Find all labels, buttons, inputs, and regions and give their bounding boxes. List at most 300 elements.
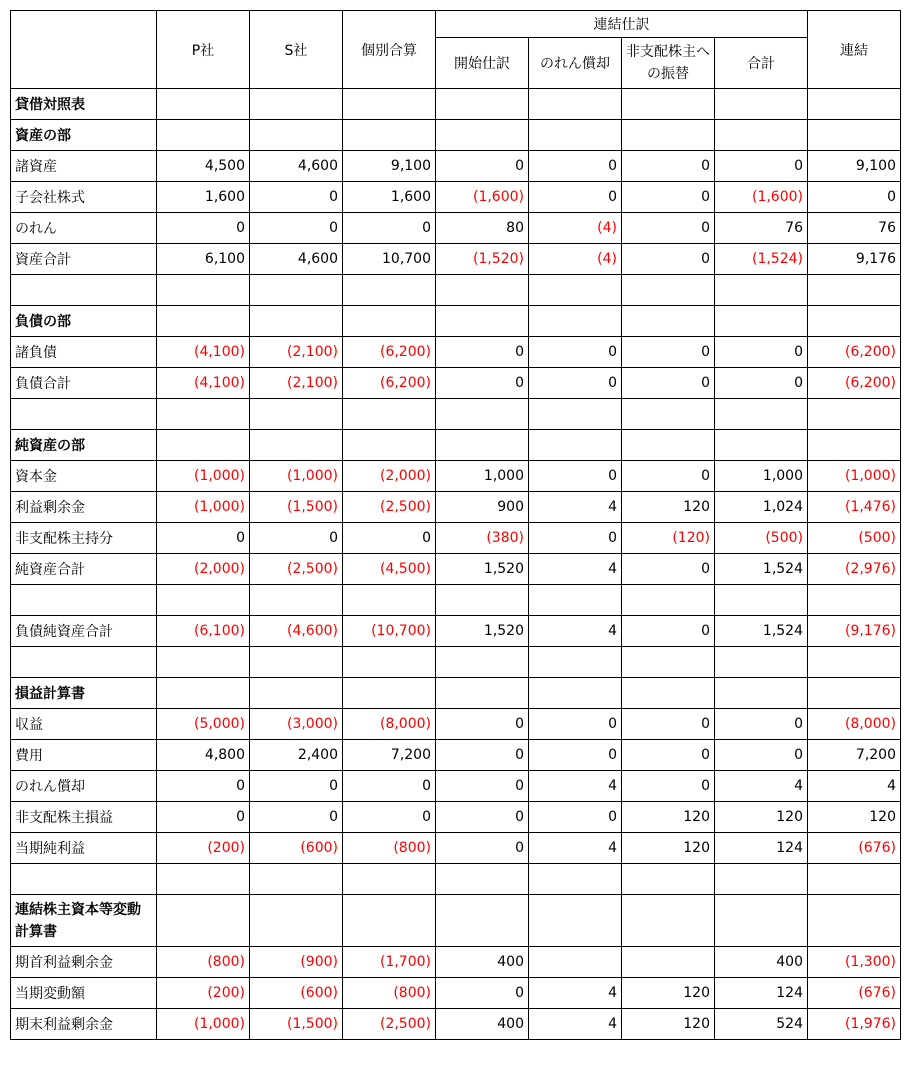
consolidation-worksheet bbox=[10, 10, 901, 1040]
value-cell: 120 bbox=[715, 802, 808, 833]
empty-cell bbox=[250, 399, 343, 430]
table-row bbox=[11, 554, 901, 585]
empty-cell bbox=[808, 864, 901, 895]
empty-cell bbox=[11, 275, 157, 306]
empty-cell bbox=[529, 585, 622, 616]
empty-cell bbox=[157, 89, 250, 120]
value-cell: 0 bbox=[250, 213, 343, 244]
value-cell: 4 bbox=[529, 1009, 622, 1040]
value-cell: (8,000) bbox=[343, 709, 436, 740]
value-cell: (900) bbox=[250, 947, 343, 978]
empty-cell bbox=[250, 430, 343, 461]
table-row bbox=[11, 151, 901, 182]
row-label: 収益 bbox=[11, 709, 157, 740]
value-cell: (2,100) bbox=[250, 368, 343, 399]
value-cell: (800) bbox=[157, 947, 250, 978]
value-cell: (4,100) bbox=[157, 337, 250, 368]
section-heading: 連結株主資本等変動計算書 bbox=[11, 895, 157, 947]
empty-cell bbox=[436, 647, 529, 678]
empty-cell bbox=[715, 275, 808, 306]
empty-cell bbox=[529, 864, 622, 895]
empty-cell bbox=[250, 647, 343, 678]
row-label: 負債純資産合計 bbox=[11, 616, 157, 647]
value-cell: (1,000) bbox=[157, 1009, 250, 1040]
value-cell: (1,000) bbox=[808, 461, 901, 492]
value-cell: (2,100) bbox=[250, 337, 343, 368]
row-label: のれん償却 bbox=[11, 771, 157, 802]
table-row bbox=[11, 337, 901, 368]
section-heading: 純資産の部 bbox=[11, 430, 157, 461]
value-cell: (9,176) bbox=[808, 616, 901, 647]
value-cell: 0 bbox=[436, 368, 529, 399]
table-row bbox=[11, 182, 901, 213]
value-cell: (4) bbox=[529, 213, 622, 244]
value-cell: 1,000 bbox=[436, 461, 529, 492]
value-cell: (4,500) bbox=[343, 554, 436, 585]
table-row bbox=[11, 947, 901, 978]
row-label: 純資産合計 bbox=[11, 554, 157, 585]
value-cell: (2,500) bbox=[343, 492, 436, 523]
value-cell bbox=[622, 947, 715, 978]
empty-cell bbox=[343, 585, 436, 616]
worksheet-body bbox=[11, 89, 901, 1040]
value-cell: 4 bbox=[529, 978, 622, 1009]
empty-cell bbox=[808, 895, 901, 947]
value-cell: 4 bbox=[715, 771, 808, 802]
section-heading: 負債の部 bbox=[11, 306, 157, 337]
value-cell: 0 bbox=[622, 244, 715, 275]
value-cell: 0 bbox=[622, 709, 715, 740]
value-cell: 1,520 bbox=[436, 616, 529, 647]
value-cell: 0 bbox=[343, 802, 436, 833]
empty-cell bbox=[622, 120, 715, 151]
value-cell: 4 bbox=[529, 833, 622, 864]
value-cell: 0 bbox=[436, 978, 529, 1009]
value-cell: 0 bbox=[529, 740, 622, 771]
empty-cell bbox=[715, 678, 808, 709]
header-goodwill-amortization: のれん償却 bbox=[529, 38, 622, 89]
value-cell: (2,500) bbox=[250, 554, 343, 585]
section-heading: 貸借対照表 bbox=[11, 89, 157, 120]
value-cell: (1,976) bbox=[808, 1009, 901, 1040]
table-row bbox=[11, 523, 901, 554]
empty-cell bbox=[250, 120, 343, 151]
value-cell: 0 bbox=[622, 461, 715, 492]
value-cell: 0 bbox=[622, 554, 715, 585]
row-label: 期末利益剰余金 bbox=[11, 1009, 157, 1040]
empty-cell bbox=[343, 306, 436, 337]
value-cell: (3,000) bbox=[250, 709, 343, 740]
empty-cell bbox=[157, 647, 250, 678]
value-cell: 0 bbox=[343, 523, 436, 554]
value-cell: 120 bbox=[622, 978, 715, 1009]
value-cell: (1,500) bbox=[250, 1009, 343, 1040]
value-cell: 0 bbox=[436, 740, 529, 771]
empty-cell bbox=[343, 399, 436, 430]
value-cell: 900 bbox=[436, 492, 529, 523]
empty-cell bbox=[808, 585, 901, 616]
row-label: のれん bbox=[11, 213, 157, 244]
value-cell: 0 bbox=[529, 151, 622, 182]
value-cell: (1,000) bbox=[157, 461, 250, 492]
blank-row bbox=[11, 585, 901, 616]
empty-cell bbox=[715, 306, 808, 337]
value-cell: 6,100 bbox=[157, 244, 250, 275]
value-cell: (1,600) bbox=[715, 182, 808, 213]
empty-cell bbox=[157, 864, 250, 895]
row-label: 諸資産 bbox=[11, 151, 157, 182]
value-cell: 4 bbox=[808, 771, 901, 802]
value-cell: 0 bbox=[529, 461, 622, 492]
value-cell: 0 bbox=[436, 337, 529, 368]
value-cell: 9,100 bbox=[808, 151, 901, 182]
row-label: 負債合計 bbox=[11, 368, 157, 399]
empty-cell bbox=[436, 430, 529, 461]
value-cell: 0 bbox=[436, 709, 529, 740]
row-label: 非支配株主持分 bbox=[11, 523, 157, 554]
value-cell: 2,400 bbox=[250, 740, 343, 771]
value-cell: (6,200) bbox=[808, 337, 901, 368]
value-cell: 4 bbox=[529, 771, 622, 802]
row-label: 資産合計 bbox=[11, 244, 157, 275]
empty-cell bbox=[157, 399, 250, 430]
table-row bbox=[11, 771, 901, 802]
row-label: 非支配株主損益 bbox=[11, 802, 157, 833]
value-cell: (2,000) bbox=[343, 461, 436, 492]
value-cell: 1,600 bbox=[343, 182, 436, 213]
value-cell: 0 bbox=[529, 368, 622, 399]
empty-cell bbox=[529, 678, 622, 709]
row-label: 利益剰余金 bbox=[11, 492, 157, 523]
row-label: 当期純利益 bbox=[11, 833, 157, 864]
value-cell: (120) bbox=[622, 523, 715, 554]
table-row bbox=[11, 709, 901, 740]
value-cell: 400 bbox=[436, 947, 529, 978]
value-cell: 7,200 bbox=[808, 740, 901, 771]
header-blank-cell bbox=[11, 11, 157, 89]
header-consolidation-entries: 連結仕訳 bbox=[436, 11, 808, 38]
empty-cell bbox=[808, 647, 901, 678]
value-cell: 0 bbox=[622, 771, 715, 802]
value-cell: 0 bbox=[343, 771, 436, 802]
table-row bbox=[11, 213, 901, 244]
value-cell: (800) bbox=[343, 978, 436, 1009]
value-cell: (6,200) bbox=[343, 337, 436, 368]
value-cell: (10,700) bbox=[343, 616, 436, 647]
value-cell: 400 bbox=[436, 1009, 529, 1040]
empty-cell bbox=[436, 275, 529, 306]
value-cell: (1,524) bbox=[715, 244, 808, 275]
value-cell: 0 bbox=[157, 213, 250, 244]
header-individual-total: 個別合算 bbox=[343, 11, 436, 89]
value-cell: 0 bbox=[622, 616, 715, 647]
empty-cell bbox=[343, 678, 436, 709]
row-label: 費用 bbox=[11, 740, 157, 771]
value-cell: 0 bbox=[715, 337, 808, 368]
empty-cell bbox=[622, 864, 715, 895]
empty-cell bbox=[808, 275, 901, 306]
row-label: 当期変動額 bbox=[11, 978, 157, 1009]
empty-cell bbox=[529, 895, 622, 947]
value-cell: 9,100 bbox=[343, 151, 436, 182]
value-cell: (2,976) bbox=[808, 554, 901, 585]
value-cell: 4 bbox=[529, 616, 622, 647]
empty-cell bbox=[529, 399, 622, 430]
value-cell: 120 bbox=[808, 802, 901, 833]
empty-cell bbox=[343, 275, 436, 306]
empty-cell bbox=[808, 678, 901, 709]
value-cell bbox=[529, 947, 622, 978]
value-cell: 1,000 bbox=[715, 461, 808, 492]
value-cell: (1,520) bbox=[436, 244, 529, 275]
value-cell: 10,700 bbox=[343, 244, 436, 275]
value-cell: 0 bbox=[250, 182, 343, 213]
value-cell: (6,100) bbox=[157, 616, 250, 647]
value-cell: (1,476) bbox=[808, 492, 901, 523]
value-cell: (4,100) bbox=[157, 368, 250, 399]
empty-cell bbox=[250, 89, 343, 120]
value-cell: 0 bbox=[529, 709, 622, 740]
empty-cell bbox=[157, 120, 250, 151]
value-cell: 9,176 bbox=[808, 244, 901, 275]
empty-cell bbox=[622, 89, 715, 120]
value-cell: 76 bbox=[715, 213, 808, 244]
value-cell: 0 bbox=[622, 151, 715, 182]
value-cell: 0 bbox=[157, 802, 250, 833]
value-cell: (1,000) bbox=[157, 492, 250, 523]
value-cell: 0 bbox=[529, 523, 622, 554]
empty-cell bbox=[529, 275, 622, 306]
value-cell: 0 bbox=[715, 151, 808, 182]
empty-cell bbox=[715, 895, 808, 947]
value-cell: 4 bbox=[529, 492, 622, 523]
section-row bbox=[11, 120, 901, 151]
empty-cell bbox=[529, 647, 622, 678]
empty-cell bbox=[436, 895, 529, 947]
empty-cell bbox=[808, 120, 901, 151]
empty-cell bbox=[715, 120, 808, 151]
header-consolidated: 連結 bbox=[808, 11, 901, 89]
value-cell: (6,200) bbox=[343, 368, 436, 399]
blank-row bbox=[11, 864, 901, 895]
empty-cell bbox=[622, 647, 715, 678]
empty-cell bbox=[11, 399, 157, 430]
value-cell: 0 bbox=[529, 802, 622, 833]
empty-cell bbox=[622, 678, 715, 709]
value-cell: 1,524 bbox=[715, 616, 808, 647]
row-label: 期首利益剰余金 bbox=[11, 947, 157, 978]
empty-cell bbox=[343, 864, 436, 895]
value-cell: 0 bbox=[715, 709, 808, 740]
value-cell: 120 bbox=[622, 833, 715, 864]
header-nci-transfer: 非支配株主への振替 bbox=[622, 38, 715, 89]
value-cell: 120 bbox=[622, 802, 715, 833]
value-cell: (200) bbox=[157, 833, 250, 864]
table-row bbox=[11, 740, 901, 771]
value-cell: 4 bbox=[529, 554, 622, 585]
table-row bbox=[11, 492, 901, 523]
value-cell: 7,200 bbox=[343, 740, 436, 771]
value-cell: 0 bbox=[436, 802, 529, 833]
table-row bbox=[11, 244, 901, 275]
value-cell: (800) bbox=[343, 833, 436, 864]
table-row bbox=[11, 616, 901, 647]
empty-cell bbox=[11, 647, 157, 678]
empty-cell bbox=[622, 306, 715, 337]
section-row bbox=[11, 89, 901, 120]
empty-cell bbox=[436, 585, 529, 616]
table-row bbox=[11, 1009, 901, 1040]
value-cell: (600) bbox=[250, 833, 343, 864]
empty-cell bbox=[808, 430, 901, 461]
value-cell: (2,500) bbox=[343, 1009, 436, 1040]
value-cell: (500) bbox=[808, 523, 901, 554]
empty-cell bbox=[622, 275, 715, 306]
empty-cell bbox=[622, 430, 715, 461]
value-cell: 0 bbox=[808, 182, 901, 213]
section-row bbox=[11, 895, 901, 947]
table-row bbox=[11, 461, 901, 492]
value-cell: (5,000) bbox=[157, 709, 250, 740]
empty-cell bbox=[343, 647, 436, 678]
value-cell: 1,520 bbox=[436, 554, 529, 585]
empty-cell bbox=[715, 647, 808, 678]
value-cell: (676) bbox=[808, 978, 901, 1009]
value-cell: (200) bbox=[157, 978, 250, 1009]
value-cell: 524 bbox=[715, 1009, 808, 1040]
empty-cell bbox=[808, 399, 901, 430]
empty-cell bbox=[157, 306, 250, 337]
value-cell: (380) bbox=[436, 523, 529, 554]
empty-cell bbox=[436, 306, 529, 337]
value-cell: 4,800 bbox=[157, 740, 250, 771]
table-row bbox=[11, 802, 901, 833]
value-cell: 0 bbox=[715, 740, 808, 771]
empty-cell bbox=[715, 864, 808, 895]
value-cell: 400 bbox=[715, 947, 808, 978]
empty-cell bbox=[622, 895, 715, 947]
value-cell: 4,500 bbox=[157, 151, 250, 182]
header-p-company: P社 bbox=[157, 11, 250, 89]
value-cell: 1,524 bbox=[715, 554, 808, 585]
value-cell: 0 bbox=[436, 771, 529, 802]
value-cell: 0 bbox=[529, 337, 622, 368]
section-row bbox=[11, 678, 901, 709]
value-cell: 0 bbox=[436, 151, 529, 182]
value-cell: 0 bbox=[250, 802, 343, 833]
section-row bbox=[11, 430, 901, 461]
section-heading: 資産の部 bbox=[11, 120, 157, 151]
value-cell: 0 bbox=[436, 833, 529, 864]
value-cell: 0 bbox=[343, 213, 436, 244]
empty-cell bbox=[715, 399, 808, 430]
empty-cell bbox=[622, 585, 715, 616]
header-s-company: S社 bbox=[250, 11, 343, 89]
empty-cell bbox=[343, 120, 436, 151]
value-cell: 0 bbox=[157, 523, 250, 554]
empty-cell bbox=[250, 895, 343, 947]
empty-cell bbox=[436, 120, 529, 151]
empty-cell bbox=[529, 89, 622, 120]
blank-row bbox=[11, 647, 901, 678]
section-heading: 損益計算書 bbox=[11, 678, 157, 709]
value-cell: 80 bbox=[436, 213, 529, 244]
value-cell: 120 bbox=[622, 492, 715, 523]
empty-cell bbox=[436, 89, 529, 120]
value-cell: 0 bbox=[622, 182, 715, 213]
value-cell: (1,500) bbox=[250, 492, 343, 523]
empty-cell bbox=[715, 585, 808, 616]
row-label: 資本金 bbox=[11, 461, 157, 492]
value-cell: 0 bbox=[250, 771, 343, 802]
value-cell: (4) bbox=[529, 244, 622, 275]
table-row bbox=[11, 833, 901, 864]
empty-cell bbox=[157, 678, 250, 709]
blank-row bbox=[11, 399, 901, 430]
value-cell: (1,000) bbox=[250, 461, 343, 492]
value-cell: 124 bbox=[715, 978, 808, 1009]
value-cell: 0 bbox=[622, 337, 715, 368]
empty-cell bbox=[11, 864, 157, 895]
value-cell: 76 bbox=[808, 213, 901, 244]
value-cell: 1,024 bbox=[715, 492, 808, 523]
empty-cell bbox=[343, 89, 436, 120]
empty-cell bbox=[343, 895, 436, 947]
table-row bbox=[11, 368, 901, 399]
empty-cell bbox=[529, 120, 622, 151]
section-row bbox=[11, 306, 901, 337]
empty-cell bbox=[250, 306, 343, 337]
value-cell: (6,200) bbox=[808, 368, 901, 399]
value-cell: 0 bbox=[622, 368, 715, 399]
value-cell: (1,300) bbox=[808, 947, 901, 978]
empty-cell bbox=[250, 864, 343, 895]
empty-cell bbox=[11, 585, 157, 616]
value-cell: 1,600 bbox=[157, 182, 250, 213]
empty-cell bbox=[250, 275, 343, 306]
empty-cell bbox=[808, 89, 901, 120]
empty-cell bbox=[622, 399, 715, 430]
empty-cell bbox=[436, 678, 529, 709]
value-cell: (4,600) bbox=[250, 616, 343, 647]
row-label: 諸負債 bbox=[11, 337, 157, 368]
value-cell: 0 bbox=[250, 523, 343, 554]
value-cell: (600) bbox=[250, 978, 343, 1009]
value-cell: 4,600 bbox=[250, 151, 343, 182]
header-opening-entry: 開始仕訳 bbox=[436, 38, 529, 89]
empty-cell bbox=[157, 275, 250, 306]
empty-cell bbox=[529, 430, 622, 461]
empty-cell bbox=[436, 399, 529, 430]
empty-cell bbox=[250, 585, 343, 616]
value-cell: (1,700) bbox=[343, 947, 436, 978]
value-cell: 0 bbox=[622, 213, 715, 244]
value-cell: (8,000) bbox=[808, 709, 901, 740]
header-entries-total: 合計 bbox=[715, 38, 808, 89]
empty-cell bbox=[715, 89, 808, 120]
empty-cell bbox=[250, 678, 343, 709]
empty-cell bbox=[343, 430, 436, 461]
row-label: 子会社株式 bbox=[11, 182, 157, 213]
value-cell: 0 bbox=[529, 182, 622, 213]
value-cell: 0 bbox=[157, 771, 250, 802]
empty-cell bbox=[436, 864, 529, 895]
value-cell: 120 bbox=[622, 1009, 715, 1040]
value-cell: (2,000) bbox=[157, 554, 250, 585]
table-row bbox=[11, 978, 901, 1009]
blank-row bbox=[11, 275, 901, 306]
empty-cell bbox=[157, 895, 250, 947]
